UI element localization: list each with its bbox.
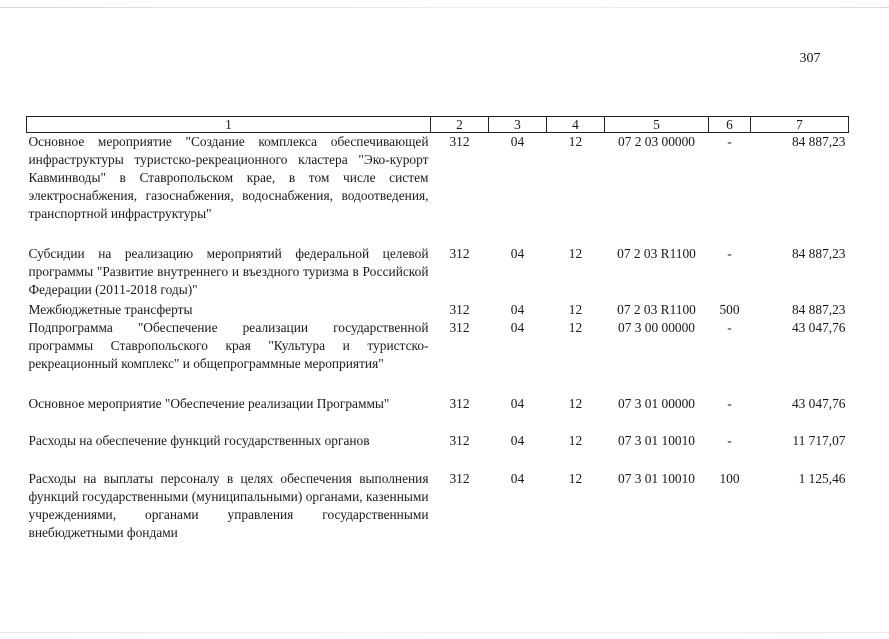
- row-csr: 07 2 03 R1100: [617, 245, 696, 261]
- row-sum: 43 047,76: [791, 319, 846, 335]
- row-name: Подпрограмма "Обеспечение реализации государственной программы Ставропольского края "Культура и туристско-рекреационный комплекс" и общепрограммные мероприятия": [28, 319, 429, 371]
- row-vr: 500: [719, 301, 740, 317]
- page-number: 307: [799, 51, 821, 66]
- row-vr: 100: [719, 470, 740, 486]
- row-rz: 04: [510, 245, 525, 261]
- row-csr: 07 3 01 10010: [618, 432, 695, 448]
- table-row: [27, 133, 849, 245]
- row-pr: 12: [568, 470, 583, 486]
- row-ved: 312: [449, 395, 470, 411]
- row-ved: 312: [449, 470, 470, 486]
- row-name: Основное мероприятие "Создание комплекса обеспечивающей инфраструктуры туристско-рекреационного кластера "Эко-курорт Кавминводы" в Ставропольском крае, в том числе систем электроснабжения, газоснабжения, водоснабжения, водоотведения, транспортной инфраструктуры": [28, 134, 429, 221]
- row-rz: 04: [510, 395, 525, 411]
- table-row: [27, 319, 849, 395]
- row-vr: -: [727, 432, 732, 448]
- table-row: [27, 301, 849, 319]
- row-ved: 312: [449, 134, 470, 149]
- row-vr: -: [727, 319, 732, 335]
- row-csr: 07 3 00 00000: [618, 319, 695, 335]
- row-name: Межбюджетные трансферты: [28, 301, 193, 317]
- scan-edge-line: [0, 632, 889, 633]
- scan-edge-line: [0, 7, 889, 8]
- row-name: Расходы на обеспечение функций государственных органов: [28, 432, 370, 448]
- row-csr: 07 2 03 00000: [618, 134, 695, 149]
- row-pr: 12: [568, 301, 583, 317]
- row-vr: -: [727, 245, 732, 261]
- row-name: Субсидии на реализацию мероприятий федеральной целевой программы "Развитие внутреннего и въездного туризма в Российской Федерации (2011-2018 годы)": [28, 245, 429, 297]
- col-header-4: 4: [547, 117, 605, 133]
- row-rz: 04: [510, 301, 525, 317]
- col-header-6: 6: [709, 117, 751, 133]
- col-header-3: 3: [489, 117, 547, 133]
- table-row: [27, 395, 849, 432]
- row-vr: -: [727, 134, 732, 149]
- row-rz: 04: [510, 134, 525, 149]
- column-number-header: [27, 117, 849, 133]
- row-pr: 12: [568, 395, 583, 411]
- row-pr: 12: [568, 432, 583, 448]
- table-row: [27, 470, 849, 542]
- table-row: [27, 432, 849, 470]
- row-csr: 07 2 03 R1100: [617, 301, 696, 317]
- row-rz: 04: [510, 470, 525, 486]
- row-ved: 312: [449, 245, 470, 261]
- row-rz: 04: [510, 432, 525, 448]
- row-pr: 12: [568, 319, 583, 335]
- row-name: Расходы на выплаты персоналу в целях обеспечения выполнения функций государственными (муниципальными) органами, казенными учреждениями, органами управления государственными внебюджетными фондами: [28, 470, 429, 540]
- row-sum: 84 887,23: [791, 134, 846, 149]
- col-header-1: 1: [27, 117, 431, 133]
- row-pr: 12: [568, 134, 583, 149]
- row-sum: 84 887,23: [791, 245, 846, 261]
- row-ved: 312: [449, 319, 470, 335]
- row-csr: 07 3 01 10010: [618, 470, 695, 486]
- row-csr: 07 3 01 00000: [618, 395, 695, 411]
- row-rz: 04: [510, 319, 525, 335]
- row-name: Основное мероприятие "Обеспечение реализации Программы": [28, 395, 390, 411]
- budget-table: [26, 116, 849, 542]
- col-header-5: 5: [605, 117, 709, 133]
- row-pr: 12: [568, 245, 583, 261]
- row-ved: 312: [449, 432, 470, 448]
- col-header-2: 2: [431, 117, 489, 133]
- row-vr: -: [727, 395, 732, 411]
- table-row: [27, 245, 849, 301]
- row-sum: 84 887,23: [791, 301, 846, 317]
- col-header-7: 7: [751, 117, 849, 133]
- row-ved: 312: [449, 301, 470, 317]
- row-sum: 43 047,76: [791, 395, 846, 411]
- row-sum: 11 717,07: [792, 432, 846, 448]
- row-sum: 1 125,46: [798, 470, 846, 486]
